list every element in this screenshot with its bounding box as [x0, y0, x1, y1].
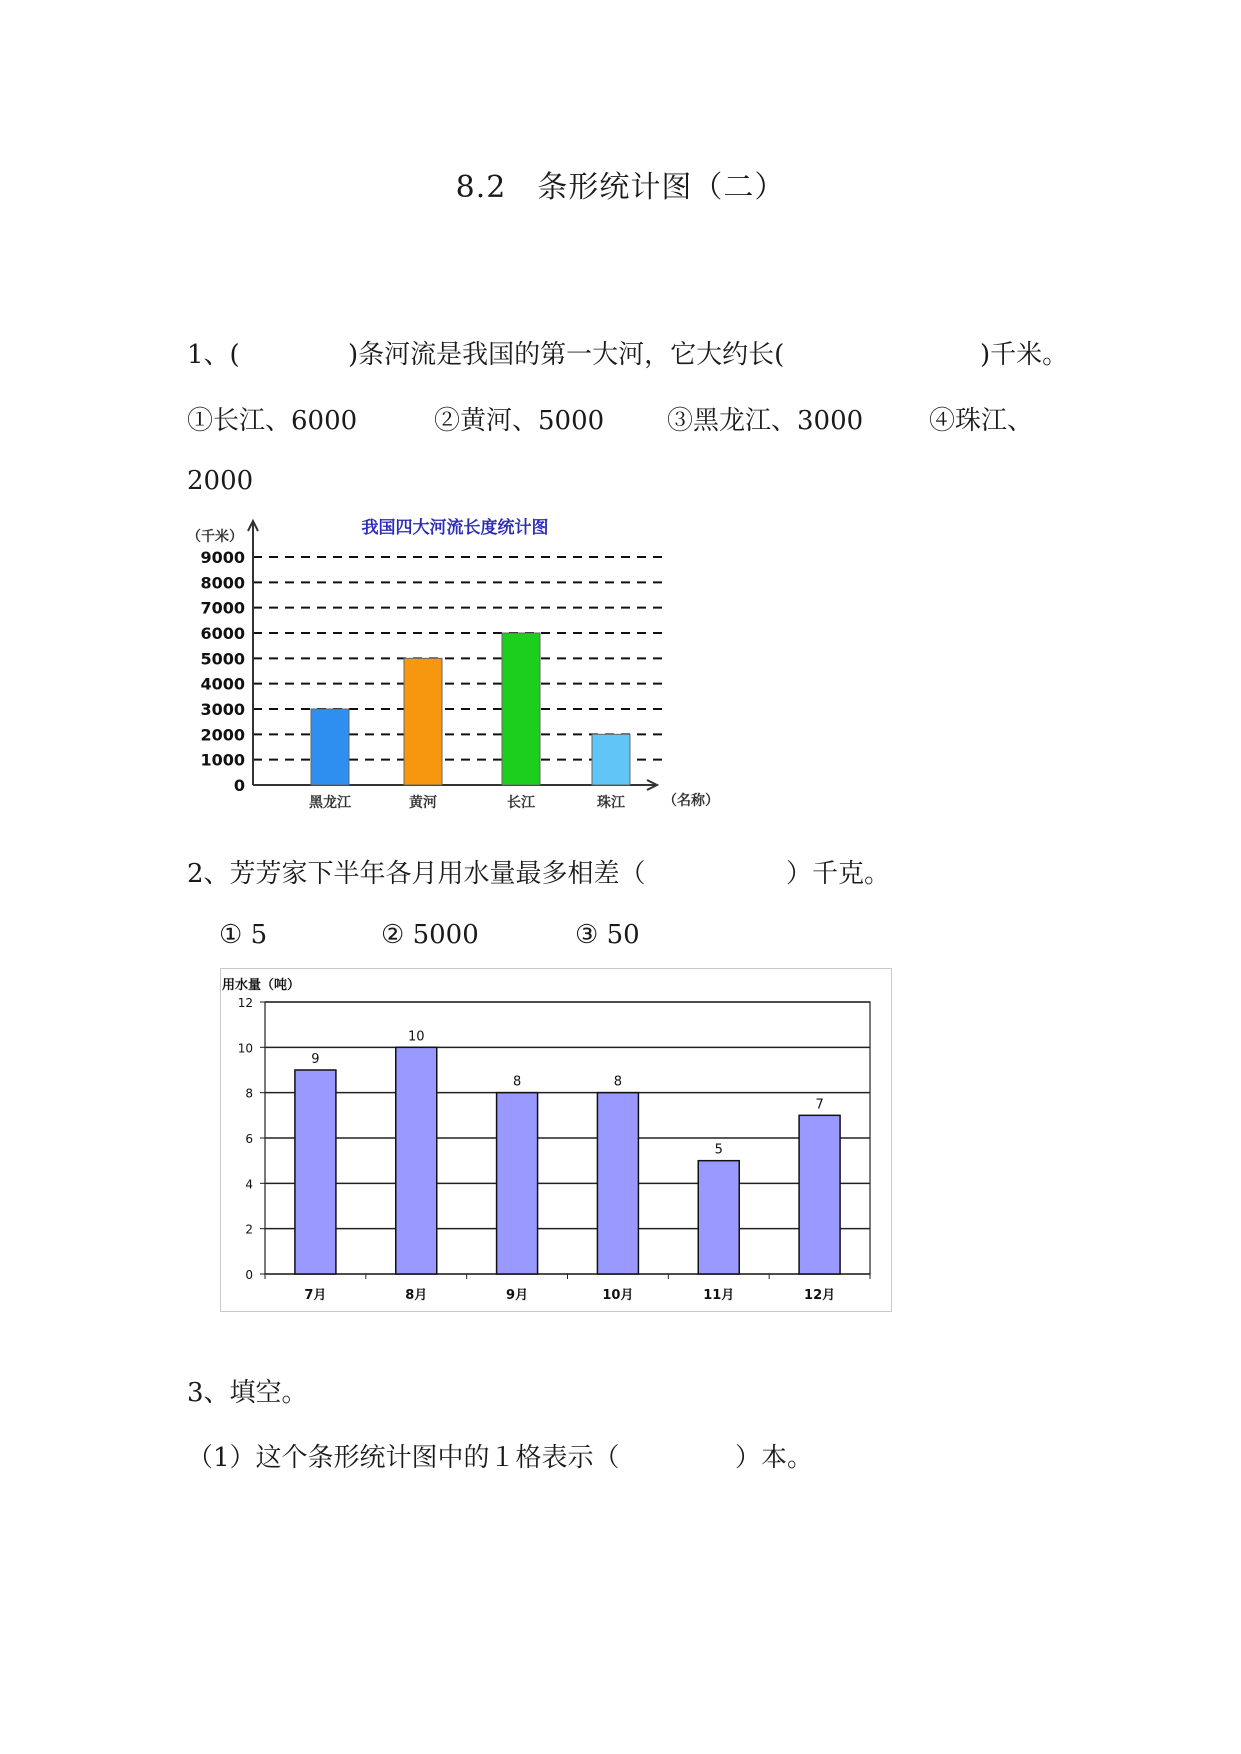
q3-heading: 3、填空。 — [187, 1378, 308, 1408]
q1-middle: )条河流是我国的第一大河，它大约长( — [348, 340, 785, 370]
chart1-xlabel: （名称） — [663, 793, 719, 809]
chart2-category-label: 12月 — [804, 1288, 836, 1303]
chart2-ytick-label: 8 — [245, 1086, 253, 1101]
chart2-ytick-label: 6 — [245, 1132, 253, 1146]
chart1-ytick-label: 3000 — [200, 700, 245, 719]
chart1-title: 我国四大河流长度统计图 — [361, 518, 549, 538]
q1-close: )千米。 — [980, 340, 1069, 370]
chart1-category-label: 黑龙江 — [309, 795, 351, 810]
chart2-category-label: 10月 — [602, 1288, 634, 1303]
chart2-ytick-label: 4 — [245, 1177, 253, 1192]
chart2-category-label: 11月 — [703, 1288, 735, 1303]
chart2-data-label: 8 — [512, 1074, 522, 1090]
chart1-ytick-label: 4000 — [200, 674, 245, 694]
chart2-category-label: 9月 — [506, 1288, 529, 1303]
chart1-category-label: 长江 — [507, 795, 535, 810]
q1-option-3: ③黑龙江、3000 — [667, 406, 864, 436]
chart1-ytick-label: 7000 — [200, 598, 245, 618]
q1-open: 1、( — [187, 340, 240, 370]
chart2-category-label: 7月 — [304, 1288, 327, 1303]
chart2-data-label: 10 — [407, 1029, 425, 1045]
q2-option-2: ② 5000 — [381, 920, 479, 950]
chart2-ytick-label: 12 — [237, 996, 253, 1010]
q1-option-1: ①长江、6000 — [187, 406, 358, 436]
q2-option-1: ① 5 — [219, 920, 268, 950]
chart1-bar — [502, 633, 540, 785]
q3-sub1-a: （1）这个条形统计图中的１格表示（ — [187, 1443, 620, 1473]
q1-option-2: ②黄河、5000 — [434, 406, 605, 436]
q1-option-4-wrap: 2000 — [187, 466, 254, 496]
chart1-category-label: 珠江 — [597, 795, 625, 810]
chart2-data-label: 9 — [311, 1052, 320, 1067]
chart1-ytick-label: 9000 — [200, 548, 245, 567]
q3-sub1-b: ）本。 — [735, 1443, 814, 1473]
chart1-text — [187, 517, 719, 810]
chart2-ytick-label: 10 — [237, 1041, 253, 1056]
chart2-data-label: 5 — [714, 1142, 723, 1158]
chart1-ytick-label: 5000 — [200, 649, 245, 669]
chart1-bar — [311, 709, 349, 785]
q2-question-b: ）千克。 — [786, 859, 891, 889]
chart2-bar — [497, 1093, 538, 1274]
chart2-bar — [698, 1161, 739, 1274]
chart1-category-label: 黄河 — [409, 795, 437, 810]
q2-option-3: ③ 50 — [575, 920, 640, 950]
chart2-ytick-label: 2 — [245, 1222, 253, 1237]
chart2-ytick-label: 0 — [245, 1268, 253, 1282]
chart1-ytick-label: 6000 — [200, 624, 245, 643]
chart1-bar — [592, 734, 630, 785]
river-length-chart — [185, 515, 725, 810]
chart1-bar — [404, 658, 442, 785]
chart2-category-label: 8月 — [405, 1288, 428, 1303]
chart1-ytick-label: 8000 — [200, 573, 245, 593]
chart2-bar — [396, 1047, 437, 1274]
chart1-ytick-label: 0 — [233, 776, 245, 795]
chart2-data-label: 7 — [815, 1097, 824, 1113]
chart1-ytick-label: 2000 — [200, 725, 245, 745]
chart1-ylabel: （千米） — [187, 529, 243, 545]
chart2-ylabel: 用水量（吨） — [222, 978, 301, 993]
chart2-bar — [295, 1070, 336, 1274]
chart1-ytick-label: 1000 — [200, 750, 245, 770]
chart1-bars — [311, 633, 630, 785]
chart2-bar — [597, 1093, 638, 1274]
q2-question-a: 2、芳芳家下半年各月用水量最多相差（ — [187, 859, 646, 889]
q1-option-4: ④珠江、 — [929, 406, 1034, 436]
chart2-bar — [799, 1115, 840, 1274]
page-title: 8.2 条形统计图（二） — [455, 170, 786, 205]
chart2-data-label: 8 — [613, 1074, 623, 1090]
water-usage-chart — [220, 968, 892, 1312]
